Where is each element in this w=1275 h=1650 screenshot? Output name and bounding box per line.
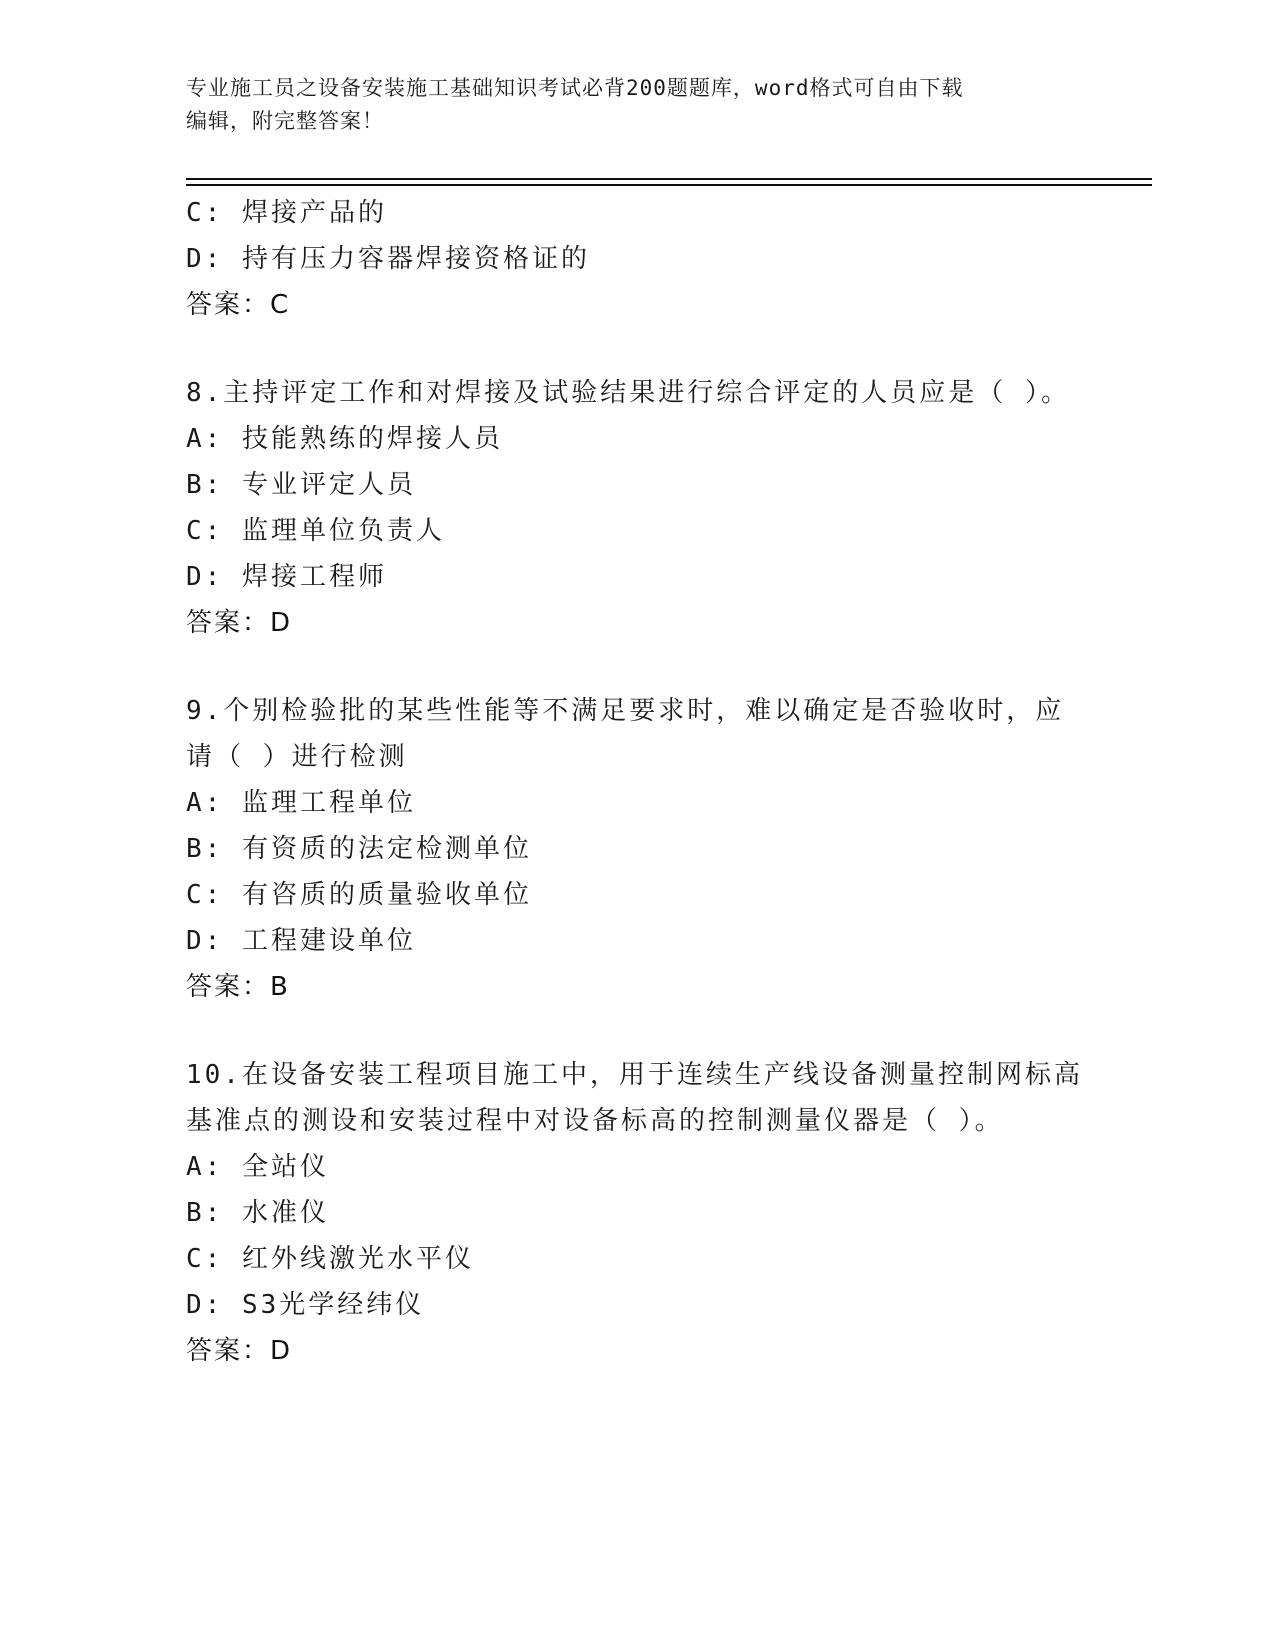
question-stem-line-1: 9.个别检验批的某些性能等不满足要求时，难以确定是否验收时，应 <box>186 696 1065 726</box>
question-stem-line-1: 10.在设备安装工程项目施工中，用于连续生产线设备测量控制网标高 <box>186 1060 1083 1090</box>
header-divider-bottom <box>186 184 1152 186</box>
option-c: C: 监理单位负责人 <box>186 516 445 546</box>
header-title-line-1: 专业施工员之设备安装施工基础知识考试必背200题题库，word格式可自由下载 <box>186 76 964 100</box>
option-a: A: 技能熟练的焊接人员 <box>186 424 503 454</box>
option-c: C: 红外线激光水平仪 <box>186 1244 474 1274</box>
option-d: D: 焊接工程师 <box>186 562 387 592</box>
document-header <box>186 72 1066 138</box>
option-b: B: 专业评定人员 <box>186 470 416 500</box>
option-c: C: 焊接产品的 <box>186 198 387 228</box>
header-title-line-2: 编辑，附完整答案！ <box>186 109 384 133</box>
answer-line: 答案：C <box>186 290 291 320</box>
question-8 <box>186 370 1086 646</box>
question-10 <box>186 1052 1086 1374</box>
question-stem-line-2: 请（ ）进行检测 <box>186 742 408 772</box>
option-a: A: 监理工程单位 <box>186 788 416 818</box>
question-stem-line-2: 基准点的测设和安装过程中对设备标高的控制测量仪器是（ ）。 <box>186 1106 1004 1136</box>
question-9 <box>186 688 1086 1010</box>
option-c: C: 有咨质的质量验收单位 <box>186 880 532 910</box>
answer-line: 答案：D <box>186 608 293 638</box>
option-b: B: 有资质的法定检测单位 <box>186 834 532 864</box>
answer-line: 答案：D <box>186 1336 293 1366</box>
header-divider-top <box>186 178 1152 180</box>
question-list <box>186 190 1086 1374</box>
option-d: D: 持有压力容器焊接资格证的 <box>186 244 590 274</box>
question-7-continuation <box>186 190 1086 328</box>
question-stem: 8.主持评定工作和对焊接及试验结果进行综合评定的人员应是（ ）。 <box>186 378 1070 408</box>
option-b: B: 水准仪 <box>186 1198 329 1228</box>
answer-line: 答案：B <box>186 972 290 1002</box>
option-a: A: 全站仪 <box>186 1152 329 1182</box>
option-d: D: S3光学经纬仪 <box>186 1290 425 1320</box>
option-d: D: 工程建设单位 <box>186 926 416 956</box>
